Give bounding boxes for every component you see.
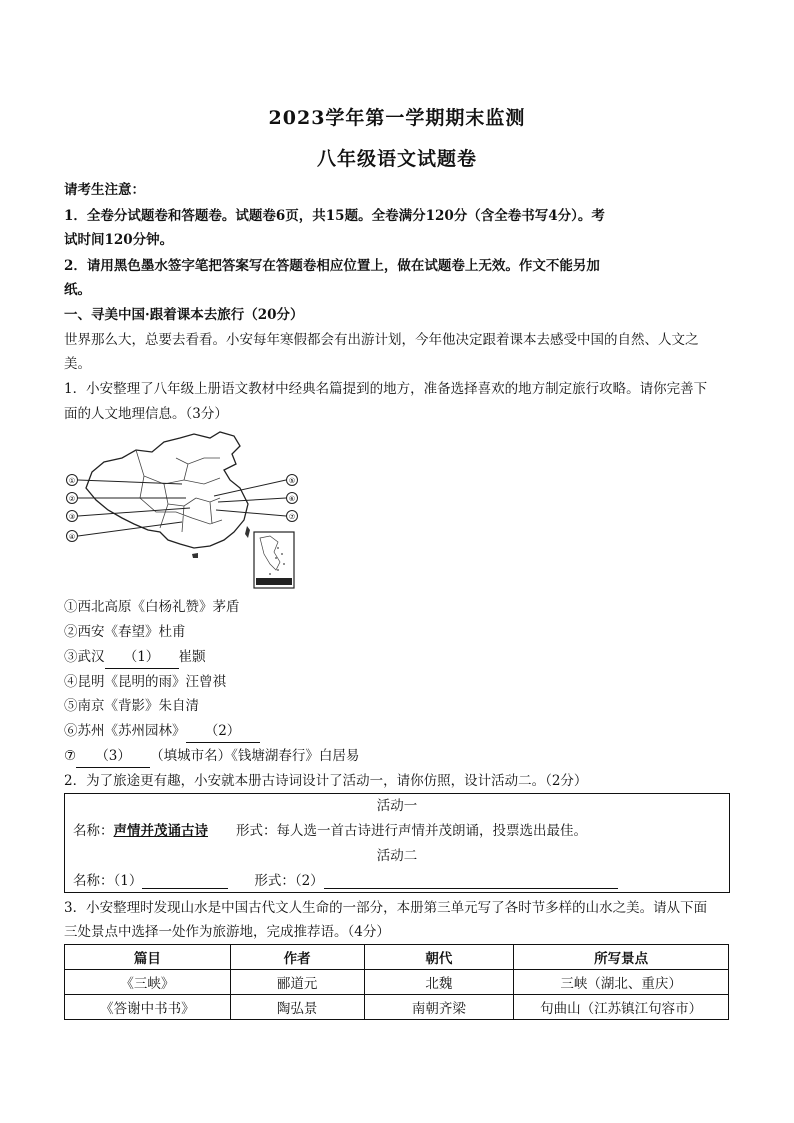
section-1-intro-line-2: 美。 [64,356,91,372]
activity-2-form-label: 形式：（2） [254,873,324,889]
table-cell: 句曲山（江苏镇江句容市） [514,995,729,1020]
notice-item-1-line-1: 1．全卷分试题卷和答题卷。试题卷6页，共15题。全卷满分120分（含全卷书写4分）。考 [64,208,605,224]
section-1-intro-line-1: 世界那么大，总要去看看。小安每年寒假都会有出游计划，今年他决定跟着课本去感受中国的自然、人文之 [64,332,699,348]
map-label-4: ④ [68,533,76,541]
notice-item-2-line-1: 2．请用黑色墨水签字笔把答案写在答题卷相应位置上，做在试题卷上无效。作文不能另加 [64,258,600,274]
exam-subtitle: 八年级语文试题卷 [316,148,477,170]
map-label-5: ⑤ [288,477,296,485]
table-cell: 南朝齐梁 [364,995,514,1020]
table-cell: 郦道元 [230,970,364,995]
activity-1-name-label: 名称： [73,823,114,839]
notice-heading: 请考生注意： [64,182,145,198]
q1-item-3-author: 崔颢 [178,649,206,665]
q1-item-1: ①西北高原《白杨礼赞》茅盾 [64,599,240,615]
table-row [65,995,729,1020]
notice-item-2-line-2: 纸。 [64,282,91,298]
table-cell: 三峡（湖北、重庆） [514,970,729,995]
activity-2-name-blank[interactable] [142,874,228,889]
answer-blank-1[interactable]: （1） [105,646,179,669]
table-header-cell: 篇目 [65,945,231,970]
q1-item-3-text: ③武汉 [64,649,105,665]
question-1-line-1: 1．小安整理了八年级上册语文教材中经典名篇提到的地方，准备选择喜欢的地方制定旅行攻略。请你完善下 [64,381,708,397]
question-2-line-1: 2．为了旅途更有趣，小安就本册古诗词设计了活动一，请你仿照，设计活动二。（2分） [64,773,588,789]
scenic-spot-table [64,944,729,1020]
q1-item-3 [64,646,734,669]
question-3-line-2: 三处景点中选择一处作为旅游地，完成推荐语。（4分） [64,924,390,940]
q1-item-6 [64,720,734,743]
activity-2-title: 活动二 [376,848,418,864]
hainan-island [192,553,198,558]
q1-item-7 [64,745,734,768]
exam-title: 2023学年第一学期期末监测 [268,107,526,129]
map-label-2: ② [68,495,76,503]
table-header-cell: 所写景点 [514,945,729,970]
activity-2-name-label: 名称：（1） [73,873,143,889]
question-1-line-2: 面的人文地理信息。（3分） [64,406,228,422]
q1-item-5: ⑤南京《背影》朱自清 [64,698,199,714]
q1-item-4: ④昆明《昆明的雨》汪曾祺 [64,674,226,690]
map-label-1: ① [68,477,76,485]
table-row [65,970,729,995]
table-header-cell: 朝代 [364,945,514,970]
activity-2-form-blank[interactable] [324,874,618,889]
q1-item-2: ②西安《春望》杜甫 [64,624,186,640]
notice-item-1-line-2: 试时间120分钟。 [64,232,174,248]
answer-blank-2[interactable]: （2） [186,720,260,743]
q1-item-7-text: （填城市名）《钱塘湖春行》白居易 [150,748,360,764]
table-cell: 北魏 [364,970,514,995]
map-label-3: ③ [68,513,76,521]
table-header-row [65,945,729,970]
activity-2-row [73,870,737,892]
table-cell: 陶弘景 [230,995,364,1020]
question-3-line-1: 3．小安整理时发现山水是中国古代文人生命的一部分，本册第三单元写了各时节多样的山水之美。请从下面 [64,900,708,916]
taiwan-island [245,526,250,538]
activity-1-name: 声情并茂诵古诗 [113,823,208,839]
province-borders [136,450,222,532]
activity-1-title: 活动一 [376,798,418,814]
map-label-7: ⑦ [288,513,296,521]
activity-box [64,793,730,893]
china-map-outline [86,432,248,548]
inset-caption-block [256,578,292,585]
q1-item-6-text: ⑥苏州《苏州园林》 [64,723,186,739]
activity-1-row [73,820,737,842]
activity-1-form: 形式：每人选一首古诗进行声情并茂朗诵，投票选出最佳。 [236,823,587,839]
table-header-cell: 作者 [230,945,364,970]
map-label-6: ⑥ [288,495,296,503]
section-1-heading: 一、寻美中国·跟着课本去旅行（20分） [64,307,304,323]
china-map-figure [64,428,300,590]
table-cell: 《答谢中书书》 [65,995,231,1020]
q1-item-7-marker: ⑦ [64,748,77,764]
answer-blank-3[interactable]: （3） [76,745,150,768]
table-cell: 《三峡》 [65,970,231,995]
